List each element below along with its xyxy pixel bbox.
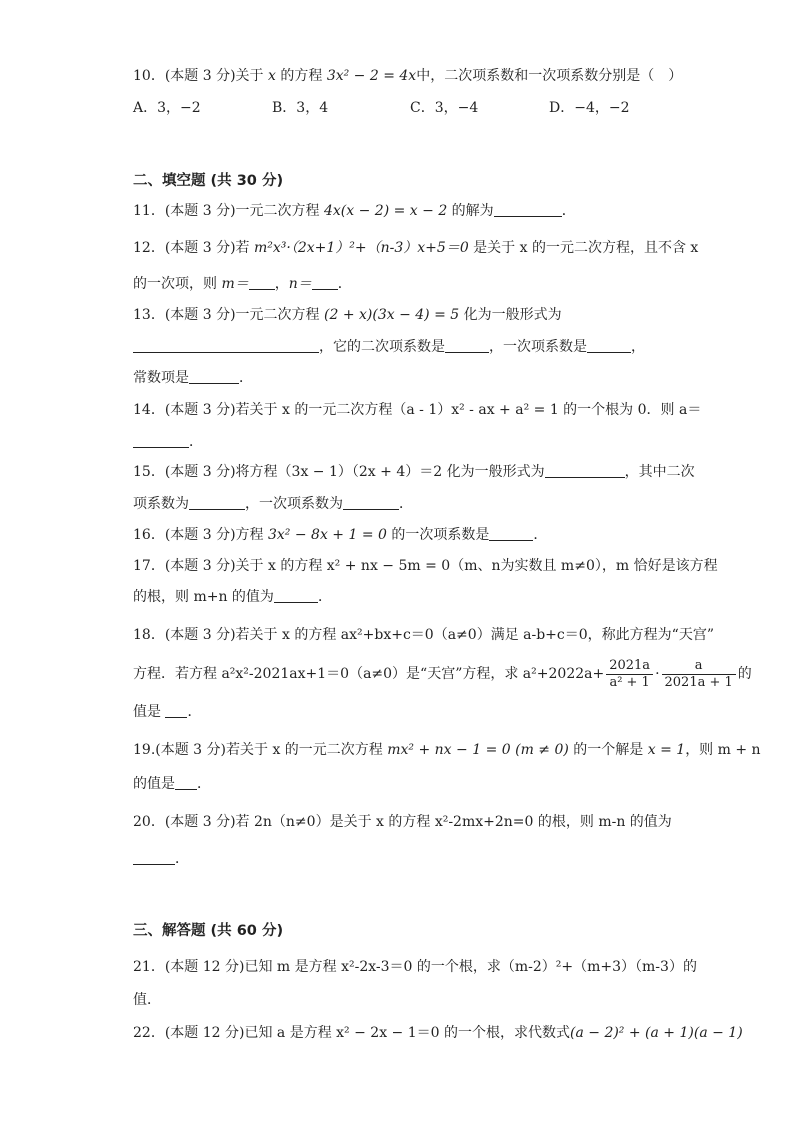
question-22 xyxy=(133,1023,743,1043)
question-20-line2 xyxy=(133,849,189,869)
question-15-line2 xyxy=(133,494,413,514)
q10-var: x xyxy=(268,68,276,84)
q18-frac1-num: 2021a xyxy=(606,658,653,675)
q11-end: ． xyxy=(561,203,576,219)
q17-text: 的根，则 m+n 的值为 xyxy=(133,589,274,605)
q13-equation: (2 + x)(3x − 4) = 5 xyxy=(324,307,460,323)
q19-mid: 的一个解是 xyxy=(568,742,648,758)
question-13-line1 xyxy=(133,305,562,325)
q12-prefix: 12．(本题 3 分)若 xyxy=(133,240,254,256)
question-20-line1: 20．(本题 3 分)若 2n（n≠0）是关于 x 的方程 x²-2mx+2n=0 的根，则 m-n 的值为 xyxy=(133,814,672,830)
q13-linear-coef-blank[interactable] xyxy=(587,338,631,353)
q12-text: 的一次项，则 xyxy=(133,276,222,292)
q20-end: ． xyxy=(175,851,189,867)
section-3-title: 三、解答题 (共 60 分) xyxy=(133,923,284,939)
question-18-line3 xyxy=(133,702,201,722)
q19-root: x = 1 xyxy=(647,742,686,758)
q12-expr: m²x³·（2x+1）²+（n-3）x+5＝0 xyxy=(254,240,469,256)
q19-suffix: ，则 m + n xyxy=(685,742,761,758)
question-13-line3 xyxy=(133,368,253,388)
q19-prefix: 19.(本题 3 分)若关于 x 的一元二次方程 xyxy=(133,742,388,758)
q15-text-a: 项系数为 xyxy=(133,496,189,512)
section-2-title: 二、填空题 (共 30 分) xyxy=(133,173,284,189)
question-19-line1 xyxy=(133,740,761,760)
q10-option-d[interactable]: D．−4，−2 xyxy=(549,100,630,116)
q12-sep: ， xyxy=(274,276,289,292)
q11-answer-blank[interactable] xyxy=(494,202,562,217)
q14-end: ． xyxy=(189,434,203,450)
q10-equation: 3x² − 2 = 4x xyxy=(326,68,417,84)
q18-text-b: 的 xyxy=(737,666,752,682)
q13-text-b: ，一次项系数是 xyxy=(489,339,587,355)
question-18-line2 xyxy=(133,656,752,692)
q10-option-a[interactable]: A．3，−2 xyxy=(133,100,201,116)
q11-prefix: 11．(本题 3 分)一元二次方程 xyxy=(133,203,324,219)
q12-suffix: 是关于 x 的一元二次方程，且不含 x xyxy=(468,240,699,256)
q12-n-blank[interactable] xyxy=(312,275,338,290)
q12-m-blank[interactable] xyxy=(249,275,275,290)
q18-text-c: 值是 xyxy=(133,704,166,720)
question-12-line2 xyxy=(133,274,352,294)
q15-suffix: ，其中二次 xyxy=(624,464,695,480)
q18-answer-blank[interactable] xyxy=(165,703,187,718)
q10-mid: 的方程 xyxy=(275,68,327,84)
q22-expression: (a − 2)² + (a + 1)(a − 1) xyxy=(570,1025,743,1041)
question-21-line1: 21．(本题 12 分)已知 m 是方程 x²-2x-3＝0 的一个根，求（m-2）²+（m+3）（m-3）的 xyxy=(133,959,697,975)
q15-linear-coef-blank[interactable] xyxy=(343,495,399,510)
q19-text: 的值是 xyxy=(133,776,175,792)
q10-option-c[interactable]: C．3，−4 xyxy=(410,100,479,116)
q12-end: ． xyxy=(337,276,352,292)
q12-m-label: m＝ xyxy=(221,276,249,292)
q15-prefix: 15．(本题 3 分)将方程（3x − 1）（2x + 4）＝2 化为一般形式为 xyxy=(133,464,545,480)
question-17-line1: 17．(本题 3 分)关于 x 的方程 x² + nx − 5m = 0（m、n为实数且 m≠0），m 恰好是该方程 xyxy=(133,558,718,574)
q13-general-form-blank[interactable] xyxy=(133,338,319,353)
q11-suffix: 的解为 xyxy=(447,203,494,219)
q18-fraction-1 xyxy=(606,658,653,691)
question-14-line1: 14．(本题 3 分)若关于 x 的一元二次方程（a - 1）x² - ax + a² = 1 的一个根为 0．则 a＝ xyxy=(133,402,702,418)
q19-answer-blank[interactable] xyxy=(175,775,197,790)
question-13-line2 xyxy=(133,337,645,357)
q16-prefix: 16．(本题 3 分)方程 xyxy=(133,527,268,543)
q16-equation: 3x² − 8x + 1 = 0 xyxy=(268,527,387,543)
q16-end: ． xyxy=(533,527,548,543)
q13-constant-blank[interactable] xyxy=(189,369,239,384)
q15-end: ． xyxy=(399,496,413,512)
question-12-line1 xyxy=(133,238,698,258)
question-19-line2 xyxy=(133,774,211,794)
q16-suffix: 的一次项系数是 xyxy=(386,527,490,543)
q13-prefix: 13．(本题 3 分)一元二次方程 xyxy=(133,307,324,323)
q17-end: ． xyxy=(317,589,332,605)
q19-end: ． xyxy=(197,776,211,792)
q10-prefix: 10．(本题 3 分)关于 xyxy=(133,68,268,84)
q15-text-b: ，一次项系数为 xyxy=(245,496,343,512)
q18-frac2-den: 2021a + 1 xyxy=(664,674,733,690)
q19-equation: mx² + nx − 1 = 0 (m ≠ 0) xyxy=(387,742,569,758)
q11-equation: 4x(x − 2) = x − 2 xyxy=(324,203,448,219)
q13-end: ． xyxy=(239,370,253,386)
q18-fraction-2 xyxy=(662,658,736,691)
q18-frac-sep: · xyxy=(655,666,660,682)
q14-answer-blank[interactable] xyxy=(133,433,189,448)
question-21-line2: 值． xyxy=(133,992,161,1008)
question-17-line2 xyxy=(133,587,332,607)
q16-answer-blank[interactable] xyxy=(489,526,533,541)
question-11 xyxy=(133,201,576,221)
q15-general-form-blank[interactable] xyxy=(545,463,625,478)
q22-prefix: 22．(本题 12 分)已知 a 是方程 x² − 2x − 1＝0 的一个根，求代数式 xyxy=(133,1025,570,1041)
q17-answer-blank[interactable] xyxy=(274,588,318,603)
question-18-line1: 18．(本题 3 分)若关于 x 的方程 ax²+bx+c＝0（a≠0）满足 a-b+c＝0，称此方程为“天宫” xyxy=(133,627,714,643)
q10-option-b[interactable]: B．3，4 xyxy=(272,100,329,116)
q12-n-label: n＝ xyxy=(288,276,312,292)
q13-text-d: 常数项是 xyxy=(133,370,189,386)
q18-end: ． xyxy=(187,704,202,720)
q20-answer-blank[interactable] xyxy=(133,850,175,865)
question-14-line2 xyxy=(133,432,203,452)
q18-frac2-num: a xyxy=(662,658,736,675)
question-15-line1 xyxy=(133,462,695,482)
q13-quadratic-coef-blank[interactable] xyxy=(445,338,489,353)
q13-text-c: ， xyxy=(631,339,645,355)
q13-suffix: 化为一般形式为 xyxy=(459,307,562,323)
q18-frac1-den: a² + 1 xyxy=(609,674,650,690)
q13-text-a: ，它的二次项系数是 xyxy=(319,339,445,355)
question-10 xyxy=(133,66,682,86)
q15-quadratic-coef-blank[interactable] xyxy=(189,495,245,510)
q18-text-a: 方程．若方程 a²x²-2021ax+1＝0（a≠0）是“天宫”方程，求 a²+2022a+ xyxy=(133,666,605,682)
question-16 xyxy=(133,525,547,545)
q10-suffix: 中，二次项系数和一次项系数分别是（ ） xyxy=(416,68,683,84)
